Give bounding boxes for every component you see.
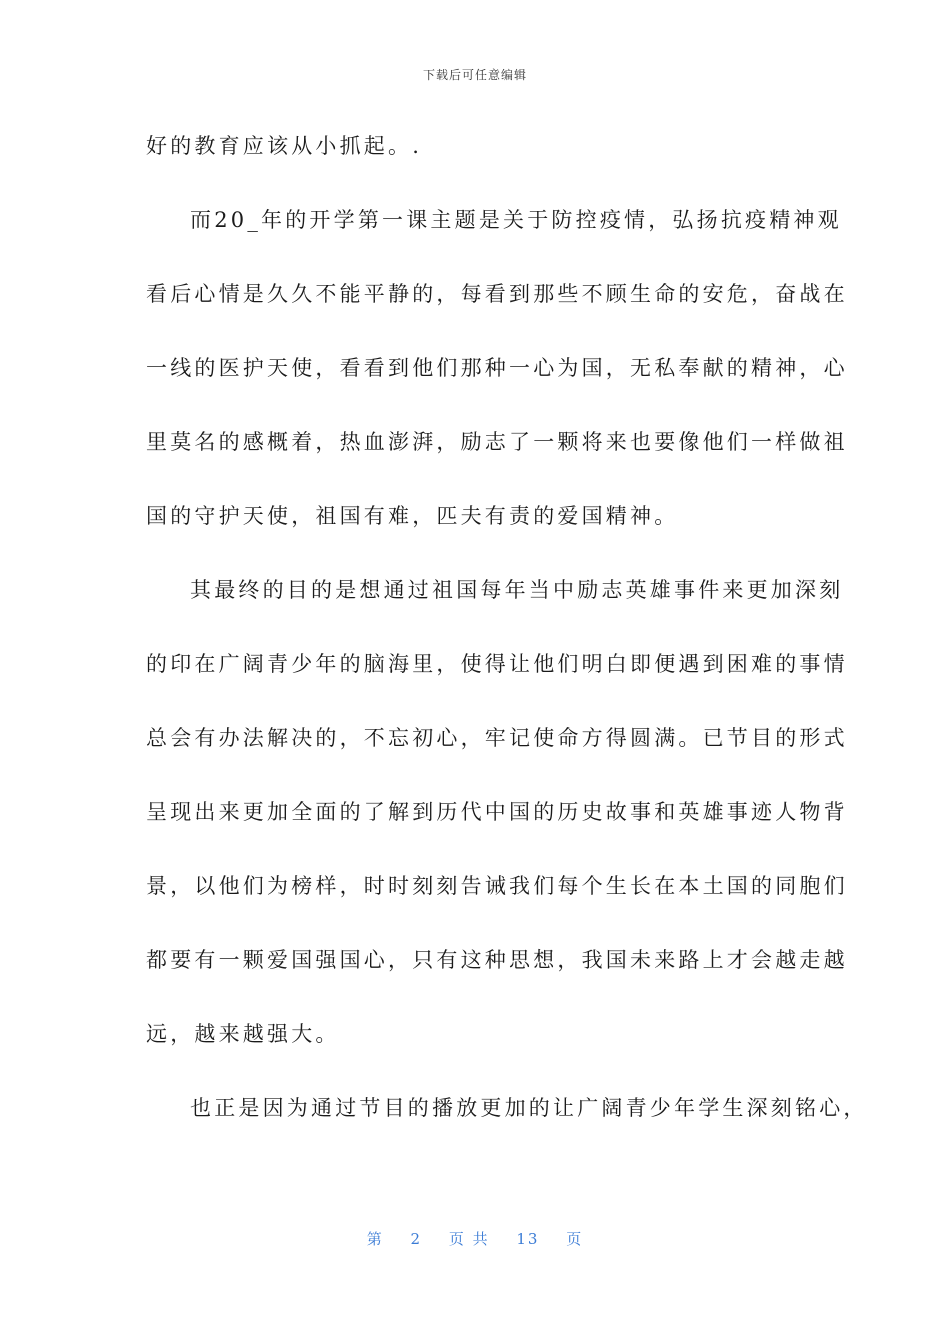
text-line: 远，越来越强大。: [146, 1022, 340, 1046]
footer-suffix: 页: [566, 1230, 584, 1248]
document-body: [146, 128, 868, 1164]
page-number-footer: [0, 1228, 950, 1249]
text-line: 景，以他们为榜样，时时刻刻告诫我们每个生长在本土国的同胞们: [146, 874, 848, 898]
page-header: 下载后可任意编辑: [422, 68, 527, 82]
text-line: 其最终的目的是想通过祖国每年当中励志英雄事件来更加深刻: [190, 578, 844, 602]
text-line: 也正是因为通过节目的播放更加的让广阔青少年学生深刻铭心，: [190, 1096, 868, 1120]
text-line: 里莫名的感概着，热血澎湃，励志了一颗将来也要像他们一样做祖: [146, 430, 848, 454]
text-line: 好的教育应该从小抓起。.: [146, 134, 423, 158]
text-line: 国的守护天使，祖国有难，匹夫有责的爱国精神。: [146, 504, 679, 528]
text-line: 都要有一颗爱国强国心，只有这种思想，我国未来路上才会越走越: [146, 948, 848, 972]
text-line: 而20_年的开学第一课主题是关于防控疫情，弘扬抗疫精神观: [190, 208, 842, 232]
text-line: 呈现出来更加全面的了解到历代中国的历史故事和英雄事迹人物背: [146, 800, 848, 824]
total-pages-number: 13: [516, 1230, 540, 1248]
text-line: 一线的医护天使，看看到他们那种一心为国，无私奉献的精神，心: [146, 356, 848, 380]
text-line: 总会有办法解决的，不忘初心，牢记使命方得圆满。已节目的形式: [146, 726, 848, 750]
text-line: 看后心情是久久不能平静的，每看到那些不顾生命的安危，奋战在: [146, 282, 848, 306]
text-line: 的印在广阔青少年的脑海里，使得让他们明白即便遇到困难的事情: [146, 652, 848, 676]
footer-middle: 页 共: [448, 1230, 490, 1248]
current-page-number: 2: [410, 1230, 423, 1248]
footer-prefix: 第: [366, 1230, 384, 1248]
